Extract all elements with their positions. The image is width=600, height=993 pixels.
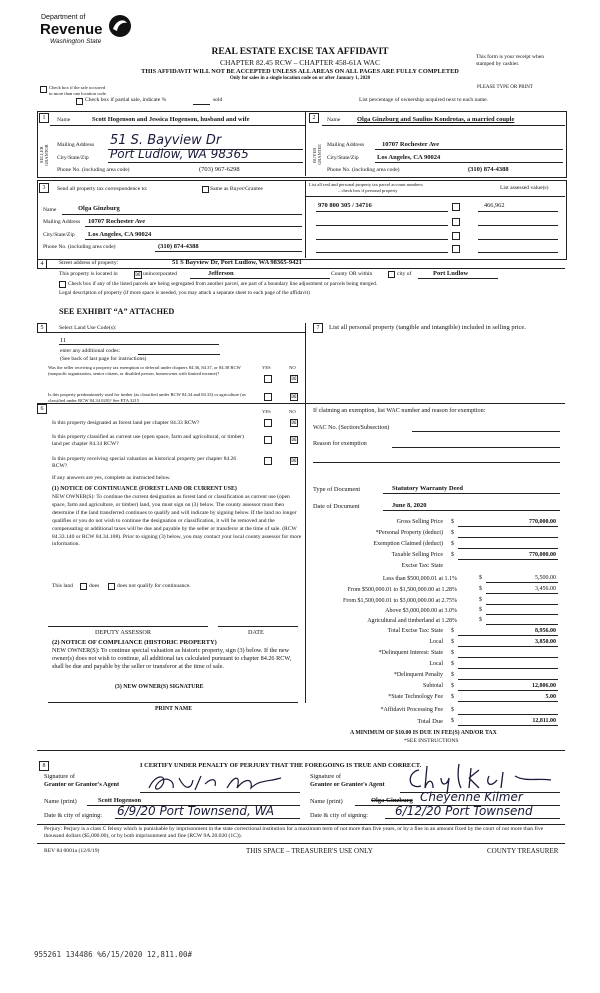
buyer-mail: 10707 Rochester Ave	[382, 141, 440, 148]
print-note: PLEASE TYPE OR PRINT	[477, 85, 533, 90]
section-4-number: 4	[37, 259, 47, 269]
doc-date: June 8, 2020	[392, 502, 427, 509]
total-state-amount: 8,956.00	[535, 628, 556, 634]
corr-mail-label: Mailing Address	[43, 219, 81, 225]
sec6-q2: Is this property classified as current use (open space, farm and agricultural, or timber) land per chapter 84.34 RCW?	[52, 434, 244, 447]
does-not-qualify-checkbox[interactable]	[108, 583, 115, 590]
tech-fee-dollar: $	[451, 694, 454, 700]
q5a-no-checkbox[interactable]: ☒	[291, 376, 297, 382]
only-sales-note: Only for sales in a single location code on or after January 1, 2020	[229, 76, 371, 81]
exemption-claimed-label: Exemption Claimed (deduct)	[373, 541, 443, 547]
section-1-number: 1	[39, 113, 49, 123]
compliance-text: NEW OWNER(S): To continue special valuation as historic property, sign (3) below. If the new owner(s) does not wish to continue, all additional tax calculated pursuant to chapter 84.26 RCW, shall be due and payable by the seller or transferor at the time of sale.	[52, 647, 292, 670]
multi-location-label-2: in more than one location code.	[49, 91, 107, 96]
form-title: REAL ESTATE EXCISE TAX AFFIDAVIT	[211, 47, 389, 57]
street-address: 51 S Bayview Dr, Port Ludlow, WA 98365-9421	[172, 259, 302, 266]
partial-sale-label: Check box if partial sale, indicate %	[85, 97, 167, 103]
delinq-penalty-dollar: $	[451, 672, 454, 678]
buyer-phone: (310) 874-4388	[468, 166, 509, 173]
this-land-label: This land	[52, 583, 73, 589]
grantor-sig-label-2: Grantor or Grantor's Agent	[44, 781, 120, 788]
local-label: Local	[429, 639, 443, 645]
personal-property-label: List all personal property (tangible and intangible) included in selling price.	[329, 324, 526, 331]
county-label: County OR within	[331, 271, 373, 277]
q5b-no-checkbox[interactable]: ☒	[291, 394, 297, 400]
receipt-stamp: 955261 134486 %6/15/2020 12,811.00#	[34, 950, 193, 959]
taxable-dollar: $	[451, 552, 454, 558]
delinq-penalty-label: *Delinquent Penalty	[393, 672, 443, 678]
minimum-note: A MINIMUM OF $10.00 IS DUE IN FEE(S) AND/OR TAX	[350, 730, 497, 736]
seller-phone-label: Phone No. (including area code)	[57, 167, 130, 173]
land-use-yes-header: YES	[262, 365, 271, 370]
unincorporated-label: unincorporated	[143, 271, 177, 277]
street-address-label: Street address of property:	[59, 260, 119, 266]
ownership-note: List percentage of ownership acquired next to each name.	[359, 97, 489, 103]
tier5-dollar: $	[479, 617, 482, 623]
land-use-q2: Is this property predominately used for timber (as classified under RCW 84.34 and 84.33) or agriculture (as classified under RCW 84.34.020)? See ETA 3215	[48, 392, 246, 403]
same-as-buyer-label: Same as Buyer/Grantee	[210, 186, 263, 192]
segregated-label: Check box if any of the listed parcels are being segregated from another parcel, are part of a boundary line adjustment or parcels being merged.	[68, 281, 378, 287]
corr-city: Los Angeles, CA 90024	[88, 231, 152, 238]
doc-type: Statutory Warranty Deed	[392, 485, 464, 492]
tech-fee-label: *State Technology Fee	[388, 694, 443, 700]
perjury-note: Perjury: Perjury is a class C felony which is punishable by imprisonment in the state correctional institution for a maximum term of not more than five years, or by a fine in an amount fixed by the court of not more than five thousand dollars ($5,000.00), or by both imprisonment and fine (RCW 9A.20.020 (1C)).	[44, 826, 544, 839]
affidavit-fee-dollar: $	[451, 707, 454, 713]
certify-statement: I CERTIFY UNDER PENALTY OF PERJURY THAT THE FOREGOING IS TRUE AND CORRECT.	[140, 762, 422, 769]
logo-dept-text: Department of	[41, 14, 86, 21]
buyer-city-label: City/State/Zip	[327, 155, 359, 161]
see-instructions: *SEE INSTRUCTIONS	[404, 738, 459, 744]
gross-amount: 770,000.00	[529, 519, 556, 525]
q5a-yes-checkbox[interactable]	[264, 375, 272, 383]
buyer-name: Olga Ginzburg and Saulius Kondrotas, a married couple	[357, 116, 515, 123]
exemption-claimed-dollar: $	[451, 541, 454, 547]
total-due-amount: 12,811.00	[532, 718, 556, 724]
grantee-date-city-label: Date & city of signing:	[310, 812, 369, 819]
sold-label: sold	[213, 97, 223, 103]
form-number: REV 84 0001a (12/6/19)	[44, 848, 100, 854]
continuance-text: NEW OWNER(S): To continue the current designation as forest land or classification as current use (open space, farm and agriculture, or timber) land, you must sign on (3) below. The county assessor must then determine if the land transferred continues to qualify and will indicate by signing below. If the land no longer qualifies or you do not wish to continue the designation or classification, it will be removed and the compensating or additional taxes will be due and payable by the seller or transferor at the time of sale. (RCW 84.33.140 or RCW 84.34.108). Prior to signing (3) below, you may contact your local county assessor for more information.	[52, 494, 302, 548]
delinq-interest-label: *Delinquent Interest: State	[378, 650, 443, 656]
multi-location-label-1: Check box if the sale occurred	[49, 85, 105, 90]
logo-state-text: Washington State	[50, 38, 102, 45]
taxable-amount: 770,000.00	[529, 552, 556, 558]
exhibit-a-text: SEE EXHIBIT “A” ATTACHED	[59, 307, 175, 316]
corr-city-label: City/State/Zip	[43, 232, 75, 238]
subtotal-label: Subtotal	[422, 683, 443, 689]
print-name-label: PRINT NAME	[155, 706, 193, 712]
land-use-label: Select Land Use Code(s):	[59, 325, 117, 331]
section-6-number: 6	[37, 404, 47, 414]
corr-phone-label: Phone No. (including area code)	[43, 244, 116, 250]
tier3-dollar: $	[479, 597, 482, 603]
grantee-name-struck: Olga Ginzburg	[371, 797, 413, 804]
same-as-buyer-checkbox[interactable]	[202, 186, 209, 193]
unincorporated-checkbox[interactable]: ☒	[135, 272, 141, 278]
city-of-checkbox[interactable]	[388, 271, 395, 278]
tier4-dollar: $	[479, 607, 482, 613]
personal-prop-checkbox-2[interactable]	[452, 218, 460, 226]
county-treasurer: COUNTY TREASURER	[487, 847, 559, 855]
section-7-number: 7	[313, 323, 323, 333]
total-due-dollar: $	[451, 718, 454, 724]
wac-label: WAC No. (Section/Subsection)	[313, 425, 390, 431]
does-qualify-checkbox[interactable]	[80, 583, 87, 590]
tier1-amount: 5,500.00	[535, 575, 556, 581]
sec6-yes-header: YES	[262, 409, 271, 414]
sec6-note: If any answers are yes, complete as instructed below.	[52, 475, 171, 481]
total-state-dollar: $	[451, 628, 454, 634]
seller-name: Scott Hogenson and Jessica Hogenson, husband and wife	[92, 116, 250, 123]
city-of-label: city of	[397, 271, 412, 277]
dor-logo	[40, 14, 150, 50]
partial-percent-line	[193, 104, 210, 105]
logo-revenue-text: Revenue	[40, 21, 103, 38]
seller-name-label: Name	[57, 117, 71, 123]
q6a-no-checkbox[interactable]: ☒	[291, 420, 297, 426]
affidavit-fee-label: *Affidavit Processing Fee	[380, 707, 443, 713]
does-not-label: does not qualify for continuance.	[117, 583, 191, 589]
corr-phone: (310) 874-4388	[158, 243, 199, 250]
seller-mail-label: Mailing Address	[57, 142, 95, 148]
local-dollar: $	[451, 639, 454, 645]
local2-dollar: $	[451, 661, 454, 667]
land-use-no-header: NO	[289, 365, 296, 370]
gross-label: Gross Selling Price	[396, 519, 443, 525]
section-8-number: 8	[39, 761, 49, 771]
sec6-q1: Is this property designated as forest land per chapter 84.33 RCW?	[52, 420, 200, 426]
parcel-number: 970 800 305 / 34716	[318, 202, 372, 209]
section-5-number: 5	[37, 323, 47, 333]
receipt-note-2: stamped by cashier.	[476, 61, 520, 67]
grantee-name-handwritten: Cheyenne Kilmer	[420, 790, 523, 804]
land-use-code: 11	[60, 337, 67, 344]
delinq-interest-dollar: $	[451, 650, 454, 656]
grantor-sig-label-1: Signature of	[44, 773, 75, 780]
section-2-number: 2	[309, 113, 319, 123]
gross-dollar: $	[451, 519, 454, 525]
additional-codes-label: enter any additional codes:	[60, 348, 121, 354]
grantee-name-label: Name (print)	[310, 798, 343, 805]
city-value: Port Ludlow	[433, 270, 469, 277]
parcels-header-2: – check box if personal property	[338, 188, 398, 193]
doc-date-label: Date of Document	[313, 503, 360, 510]
corr-name-label: Name	[43, 207, 57, 213]
q6a-yes-checkbox[interactable]	[264, 419, 272, 427]
grantor-name-label: Name (print)	[44, 798, 77, 805]
form-subtitle: CHAPTER 82.45 RCW – CHAPTER 458-61A WAC	[220, 58, 380, 67]
grantor-date-city-label: Date & city of signing:	[44, 812, 103, 819]
buyer-phone-label: Phone No. (including area code)	[327, 167, 400, 173]
tier4-label: Above $3,000,000.00 at 3.0%	[385, 608, 457, 614]
q6c-no-checkbox[interactable]: ☒	[291, 458, 297, 464]
subtotal-dollar: $	[451, 683, 454, 689]
sec6-no-header: NO	[289, 409, 296, 414]
excise-state-label: Excise Tax: State	[401, 563, 443, 569]
personal-prop-checkbox-4[interactable]	[452, 245, 460, 253]
seller-city-label: City/State/Zip	[57, 155, 89, 161]
taxable-label: Taxable Selling Price	[391, 552, 443, 558]
segregated-checkbox[interactable]	[59, 281, 66, 288]
multi-location-checkbox[interactable]	[40, 86, 47, 93]
local-amount: 3,850.00	[535, 639, 556, 645]
land-use-q1: Was the seller receiving a property tax exemption or deferral under chapters 84.36, 84.37, or 84.38 RCW (nonprofit organization, senior citizen, or disabled person, homeowner with limited income)?	[48, 365, 241, 376]
q6b-yes-checkbox[interactable]	[264, 436, 272, 444]
partial-sale-checkbox[interactable]	[76, 98, 83, 105]
compliance-title: (2) NOTICE OF COMPLIANCE (HISTORIC PROPERTY)	[52, 639, 217, 646]
buyer-side-label: BUYER GRANTEE	[312, 144, 322, 166]
total-due-label: Total Due	[417, 718, 443, 725]
tier2-amount: 3,456.00	[535, 586, 556, 592]
buyer-mail-label: Mailing Address	[327, 142, 365, 148]
county-value: Jefferson	[208, 270, 234, 277]
q6b-no-checkbox[interactable]: ☒	[291, 437, 297, 443]
seller-mail: 51 S. Bayview Dr	[110, 133, 222, 148]
receipt-note-1: This form is your receipt when	[476, 54, 544, 60]
treasurer-space: THIS SPACE – TREASURER'S USE ONLY	[246, 847, 373, 855]
deputy-assessor-label: DEPUTY ASSESSOR	[95, 629, 151, 636]
assessor-date-label: DATE	[248, 629, 264, 636]
doc-type-label: Type of Document	[313, 486, 361, 493]
tech-fee-amount: 5.00	[545, 694, 556, 700]
subtotal-amount: 12,806.00	[532, 683, 556, 689]
q6c-yes-checkbox[interactable]	[264, 457, 272, 465]
continuance-title: (1) NOTICE OF CONTINUANCE (FOREST LAND OR CURRENT USE)	[52, 486, 237, 492]
local2-label: Local	[429, 661, 443, 667]
grantor-date-city: 6/9/20 Port Townsend, WA	[117, 804, 275, 818]
assessed-label: List assessed value(s)	[500, 185, 549, 191]
tier2-label: From $500,000.01 to $1,500,000.00 at 1.28%	[347, 587, 457, 593]
personal-prop-checkbox-1[interactable]	[452, 203, 460, 211]
total-state-label: Total Excise Tax: State	[387, 628, 443, 634]
grantee-sig-label-1: Signature of	[310, 773, 341, 780]
see-back-note: (See back of last page for instructions)	[60, 356, 147, 362]
tier3-label: From $1,500,000.01 to $3,000,000.00 at 2.75%	[343, 598, 457, 604]
grantor-name: Scott Hogenson	[98, 797, 142, 804]
legal-desc-label: Legal description of property (if more space is needed, you may attach a separate sheet to each page of the affidavit)	[59, 290, 310, 296]
sec6-q3: Is this property receiving special valuation as historical property per chapter 84.26 RCW?	[52, 456, 237, 469]
grantee-date-city: 6/12/20 Port Townsend	[395, 804, 533, 818]
reason-label: Reason for exemption	[313, 441, 367, 447]
tier5-label: Agricultural and timberland at 1.28%	[367, 618, 457, 624]
form-warning: THIS AFFIDAVIT WILL NOT BE ACCEPTED UNLESS ALL AREAS ON ALL PAGES ARE FULLY COMPLETED	[141, 68, 459, 75]
corr-mail: 10707 Rochester Ave	[88, 218, 146, 225]
logo-swirl-icon	[108, 14, 132, 38]
personal-prop-dollar: $	[451, 530, 454, 536]
buyer-city: Los Angeles, CA 90024	[377, 154, 441, 161]
does-label: does	[89, 583, 100, 589]
new-owner-signature-label: (3) NEW OWNER(S) SIGNATURE	[115, 684, 204, 690]
corr-label: Send all property tax correspondence to:	[57, 186, 148, 192]
buyer-name-label: Name	[327, 117, 341, 123]
q5b-yes-checkbox[interactable]	[264, 393, 272, 401]
section-3-number: 3	[39, 183, 49, 193]
parcels-header-1: List all real and personal property tax parcel account numbers	[309, 182, 423, 187]
grantee-sig-label-2: Grantee or Grantee's Agent	[310, 781, 385, 788]
assessed-value: 466,962	[484, 202, 505, 209]
seller-phone: (703) 967-6298	[199, 166, 240, 173]
personal-prop-label: *Personal Property (deduct)	[375, 530, 443, 536]
tier1-label: Less than $500,000.01 at 1.1%	[382, 576, 457, 582]
personal-prop-checkbox-3[interactable]	[452, 232, 460, 240]
exemption-label: If claiming an exemption, list WAC number and reason for exemption:	[313, 408, 486, 414]
tier1-dollar: $	[479, 575, 482, 581]
seller-city: Port Ludlow, WA 98365	[110, 147, 249, 161]
located-label: This property is located in	[59, 271, 118, 277]
tier2-dollar: $	[479, 586, 482, 592]
seller-side-label: SELLER GRANTOR	[39, 144, 49, 166]
corr-name: Olga Ginzburg	[78, 205, 120, 212]
